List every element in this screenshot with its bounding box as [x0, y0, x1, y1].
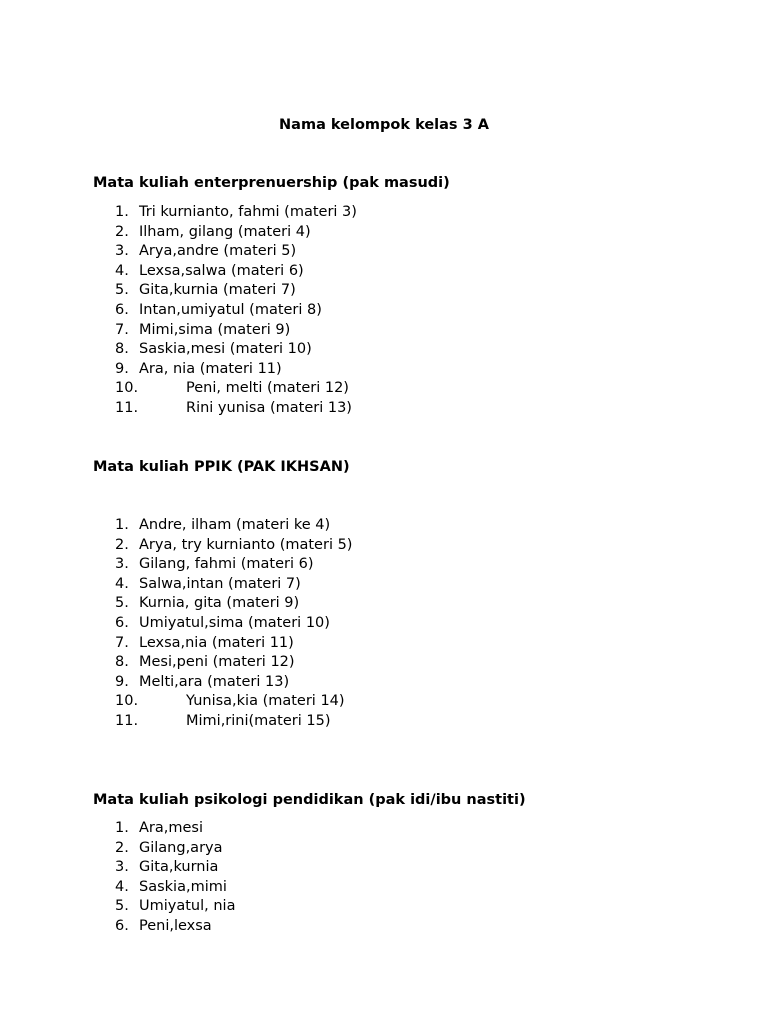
item-text: Gita,kurnia: [139, 859, 219, 876]
item-number: 1.: [115, 517, 129, 533]
item-number: 2.: [115, 223, 129, 240]
item-number: 4.: [115, 575, 129, 592]
item-number: 2.: [115, 839, 129, 856]
item-number: 7.: [115, 321, 129, 338]
item-text: Intan,umiyatul (materi 8): [139, 301, 322, 318]
item-number: 3.: [115, 859, 129, 876]
item-text: Ara,mesi: [139, 820, 204, 836]
item-text: Kurnia, gita (materi 9): [139, 595, 300, 612]
item-text: Lexsa,nia (materi 11): [139, 634, 294, 651]
item-text: Peni,lexsa: [139, 917, 212, 934]
item-text: Melti,ara (materi 13): [139, 673, 290, 690]
item-text: Gita,kurnia (materi 7): [139, 282, 296, 299]
item-number: 11.: [115, 712, 139, 729]
item-text: Andre, ilham (materi ke 4): [139, 517, 331, 533]
section-heading-psikologi-pendidikan: Mata kuliah psikologi pendidikan (pak idi/ibu nastiti): [93, 792, 526, 808]
item-number: 3.: [115, 243, 129, 260]
item-text: Peni, melti (materi 12): [186, 380, 349, 397]
item-number: 10.: [115, 380, 139, 397]
item-text: Mimi,rini(materi 15): [186, 712, 331, 729]
item-text: Gilang, fahmi (materi 6): [139, 556, 314, 573]
item-number: 5.: [115, 595, 129, 612]
item-number: 5.: [115, 282, 129, 299]
item-number: 6.: [115, 301, 129, 318]
item-text: Tri kurnianto, fahmi (materi 3): [139, 204, 357, 220]
item-text: Lexsa,salwa (materi 6): [139, 262, 304, 279]
item-number: 4.: [115, 262, 129, 279]
item-text: Saskia,mesi (materi 10): [139, 341, 312, 358]
item-text: Umiyatul, nia: [139, 898, 236, 915]
item-text: Arya, try kurnianto (materi 5): [139, 536, 353, 553]
item-number: 5.: [115, 898, 129, 915]
document-title: Nama kelompok kelas 3 A: [279, 117, 489, 133]
item-text: Ilham, gilang (materi 4): [139, 223, 311, 240]
item-text: Mesi,peni (materi 12): [139, 654, 295, 671]
item-text: Rini yunisa (materi 13): [186, 399, 352, 416]
item-number: 1.: [115, 204, 129, 220]
item-number: 9.: [115, 673, 129, 690]
item-text: Arya,andre (materi 5): [139, 243, 297, 260]
item-number: 11.: [115, 399, 139, 416]
item-number: 2.: [115, 536, 129, 553]
item-number: 8.: [115, 654, 129, 671]
item-number: 10.: [115, 693, 139, 710]
item-text: Saskia,mimi: [139, 878, 227, 895]
item-number: 6.: [115, 917, 129, 934]
item-number: 7.: [115, 634, 129, 651]
item-text: Salwa,intan (materi 7): [139, 575, 301, 592]
item-text: Yunisa,kia (materi 14): [186, 693, 345, 710]
item-number: 8.: [115, 341, 129, 358]
item-number: 9.: [115, 360, 129, 377]
item-number: 4.: [115, 878, 129, 895]
section-heading-ppik: Mata kuliah PPIK (PAK IKHSAN): [93, 459, 350, 475]
item-number: 3.: [115, 556, 129, 573]
item-number: 1.: [115, 820, 129, 836]
item-number: 6.: [115, 614, 129, 631]
item-text: Ara, nia (materi 11): [139, 360, 282, 377]
section-heading-enterprenuership: Mata kuliah enterprenuership (pak masudi): [93, 175, 450, 191]
item-text: Mimi,sima (materi 9): [139, 321, 291, 338]
item-text: Gilang,arya: [139, 839, 223, 856]
item-text: Umiyatul,sima (materi 10): [139, 614, 330, 631]
